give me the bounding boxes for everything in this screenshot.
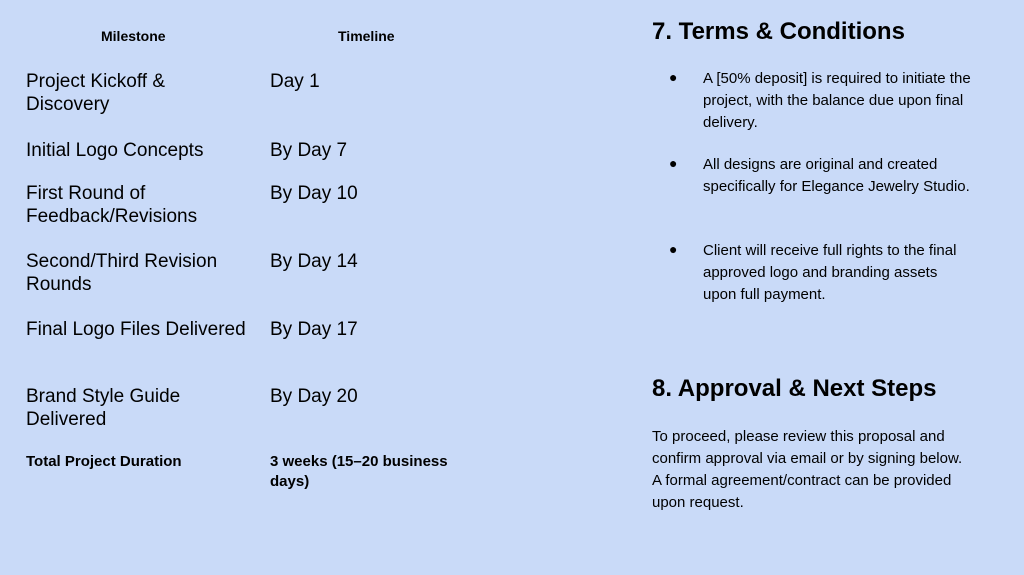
milestone-cell: Second/Third Revision Rounds bbox=[26, 251, 218, 295]
total-duration-label: Total Project Duration bbox=[26, 453, 182, 470]
table-header bbox=[26, 28, 486, 48]
terms-heading: 7. Terms & Conditions bbox=[652, 18, 905, 45]
milestone-cell: First Round of Feedback/Revisions bbox=[26, 183, 198, 227]
timeline-cell: By Day 10 bbox=[270, 183, 358, 204]
bullet-icon: ● bbox=[669, 155, 678, 171]
total-duration-value: 3 weeks (15–20 business days) bbox=[270, 453, 448, 490]
milestone-cell: Final Logo Files Delivered bbox=[26, 319, 246, 340]
terms-item-text: All designs are original and created specifically for Elegance Jewelry Studio. bbox=[703, 156, 970, 195]
terms-item-text: Client will receive full rights to the final approved logo and branding assets upon full payment. bbox=[703, 242, 957, 303]
milestone-column-header: Milestone bbox=[101, 28, 166, 44]
timeline-cell: By Day 7 bbox=[270, 140, 348, 161]
timeline-cell: By Day 17 bbox=[270, 319, 358, 340]
timeline-column-header: Timeline bbox=[338, 28, 395, 44]
approval-paragraph: To proceed, please review this proposal and confirm approval via email or by signing below. A formal agreement/contract can be provided upon request. bbox=[652, 428, 963, 511]
milestone-cell: Initial Logo Concepts bbox=[26, 140, 204, 161]
bullet-icon: ● bbox=[669, 69, 678, 85]
timeline-cell: By Day 20 bbox=[270, 386, 358, 407]
timeline-cell: Day 1 bbox=[270, 71, 320, 92]
bullet-icon: ● bbox=[669, 241, 678, 257]
approval-heading: 8. Approval & Next Steps bbox=[652, 375, 937, 402]
milestone-table bbox=[26, 28, 486, 490]
timeline-cell: By Day 14 bbox=[270, 251, 358, 272]
terms-item-text: A [50% deposit] is required to initiate the project, with the balance due upon final delivery. bbox=[703, 70, 971, 131]
milestone-cell: Brand Style Guide Delivered bbox=[26, 386, 181, 430]
milestone-cell: Project Kickoff & Discovery bbox=[26, 71, 166, 115]
